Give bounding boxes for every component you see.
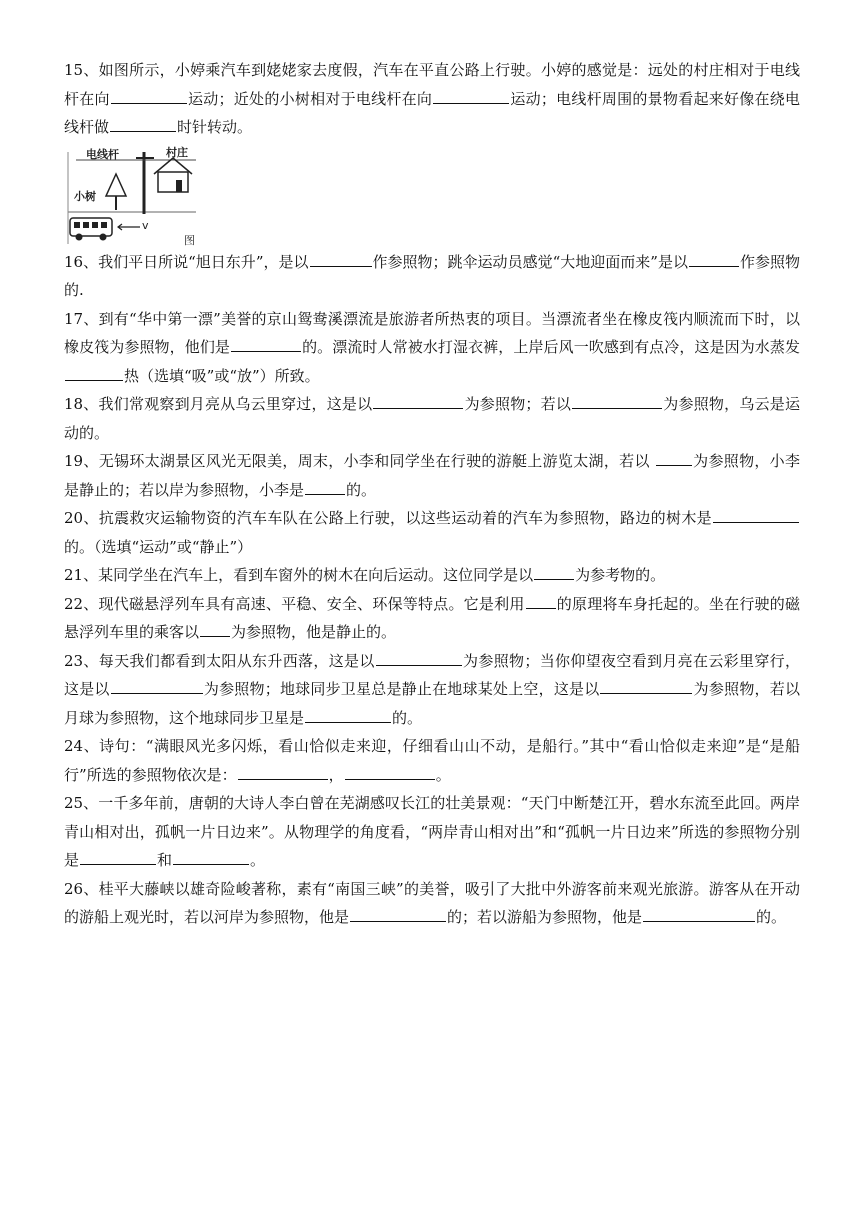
answer-blank[interactable] <box>80 863 156 865</box>
figure-label-pole: 电线杆 <box>86 147 119 161</box>
answer-blank[interactable] <box>534 578 574 580</box>
question-text: 17、到有“华中第一漂”美誉的京山鸳鸯溪漂流是旅游者所热衷的项目。当漂流者坐在橡皮筏内顺流而下时，以橡皮筏为参照物，他们是 <box>64 309 800 356</box>
answer-blank[interactable] <box>110 130 176 132</box>
question-text: 为参考物的。 <box>575 566 666 584</box>
answer-blank[interactable] <box>600 692 692 694</box>
question-text: 和 <box>157 851 173 869</box>
question-text: 18、我们常观察到月亮从乌云里穿过，这是以 <box>64 395 373 413</box>
question-text: 的；若以游船为参照物，他是 <box>447 908 643 926</box>
question-text: 作参照物的. <box>64 252 800 299</box>
question-26 <box>64 875 800 932</box>
question-text: 15、如图所示，小婷乘汽车到姥姥家去度假，汽车在平直公路上行驶。小婷的感觉是：远处的村庄相对于电线杆在向 <box>64 61 800 108</box>
question-23 <box>64 647 800 733</box>
question-text: 25、一千多年前，唐朝的大诗人李白曾在芜湖感叹长江的壮美景观：“天门中断楚江开，碧水东流至此回。两岸青山相对出，孤帆一片日边来”。从物理学的角度看，“两岸青山相对出”和“孤帆一片日边来”所选的参照物分别是 <box>64 794 800 869</box>
question-text: 为参照物，小李是静止的；若以岸为参照物，小李是 <box>64 452 800 499</box>
answer-blank[interactable] <box>433 102 509 104</box>
question-text: 的。（选填“运动”或“静止”） <box>64 537 253 556</box>
question-16 <box>64 248 800 305</box>
answer-blank[interactable] <box>238 778 328 780</box>
figure-car-pole-village <box>66 144 198 246</box>
figure-label-village: 村庄 <box>166 145 188 159</box>
answer-blank[interactable] <box>376 664 462 666</box>
answer-blank[interactable] <box>373 407 463 409</box>
question-text: 22、现代磁悬浮列车具有高速、平稳、安全、环保等特点。它是利用 <box>64 594 525 613</box>
question-text: ， <box>328 765 344 784</box>
question-text: 作参照物；跳伞运动员感觉“大地迎面而来”是以 <box>372 252 688 271</box>
question-text: 为参照物；地球同步卫星总是静止在地球某处上空，这是以 <box>203 680 600 698</box>
question-text: 。 <box>250 851 266 869</box>
answer-blank[interactable] <box>65 379 123 381</box>
question-19 <box>64 447 800 504</box>
question-text: 的原理将车身托起的。坐在行驶的磁悬浮列车里的乘客以 <box>64 594 800 641</box>
answer-blank[interactable] <box>200 635 230 637</box>
question-text: 为参照物，若以月球为参照物，这个地球同步卫星是 <box>64 680 800 727</box>
question-17 <box>64 305 800 391</box>
question-text: 26、桂平大藤峡以雄奇险峻著称，素有“南国三峡”的美誉，吸引了大批中外游客前来观光旅游。游客从在开动的游船上观光时，若以河岸为参照物，他是 <box>64 879 800 926</box>
answer-blank[interactable] <box>173 863 249 865</box>
answer-blank[interactable] <box>111 102 187 104</box>
question-text: 的。 <box>346 480 377 499</box>
worksheet <box>64 56 800 932</box>
question-text: 20、抗震救灾运输物资的汽车车队在公路上行驶，以这些运动着的汽车为参照物，路边的树木是 <box>64 509 712 527</box>
answer-blank[interactable] <box>656 464 692 466</box>
answer-blank[interactable] <box>305 721 391 723</box>
figure-label-velocity: v <box>142 218 149 232</box>
question-21 <box>64 561 800 590</box>
question-text: 时针转动。 <box>177 118 253 136</box>
answer-blank[interactable] <box>350 920 446 922</box>
answer-blank[interactable] <box>111 692 203 694</box>
question-text: 热（选填“吸”或“放”）所致。 <box>124 366 320 385</box>
question-text: 16、我们平日所说“旭日东升”，是以 <box>64 252 309 271</box>
answer-blank[interactable] <box>526 607 556 609</box>
question-text: 的。 <box>392 708 423 727</box>
question-18 <box>64 390 800 447</box>
question-text: 23、每天我们都看到太阳从东升西落，这是以 <box>64 651 375 670</box>
answer-blank[interactable] <box>643 920 755 922</box>
question-text: 为参照物，乌云是运动的。 <box>64 395 800 442</box>
question-text: 。 <box>435 765 451 784</box>
question-text: 为参照物；若以 <box>464 395 572 413</box>
question-text: 运动；电线杆周围的景物看起来好像在绕电线杆做 <box>64 89 800 136</box>
question-text: 运动；近处的小树相对于电线杆在向 <box>187 89 433 108</box>
figure-caption: 图 <box>184 233 195 247</box>
question-20 <box>64 504 800 561</box>
answer-blank[interactable] <box>310 265 372 267</box>
answer-blank[interactable] <box>231 350 301 352</box>
question-15 <box>64 56 800 142</box>
question-24 <box>64 732 800 789</box>
question-22 <box>64 590 800 647</box>
answer-blank[interactable] <box>305 493 345 495</box>
question-25 <box>64 789 800 875</box>
answer-blank[interactable] <box>345 778 435 780</box>
answer-blank[interactable] <box>572 407 662 409</box>
question-text: 为参照物；当你仰望夜空看到月亮在云彩里穿行，这是以 <box>64 651 800 698</box>
question-text: 21、某同学坐在汽车上，看到车窗外的树木在向后运动。这位同学是以 <box>64 566 534 584</box>
answer-blank[interactable] <box>689 265 739 267</box>
question-text: 24、诗句：“满眼风光多闪烁，看山恰似走来迎，仔细看山山不动，是船行。”其中“看山恰似走来迎”是“是船行”所选的参照物依次是： <box>64 737 800 784</box>
question-text: 的。漂流时人常被水打湿衣裤，上岸后风一吹感到有点冷，这是因为水蒸发 <box>302 338 800 356</box>
figure-label-tree: 小树 <box>74 189 96 203</box>
question-text: 19、无锡环太湖景区风光无限美，周末，小李和同学坐在行驶的游艇上游览太湖，若以 <box>64 452 655 470</box>
answer-blank[interactable] <box>713 521 799 523</box>
question-text: 为参照物，他是静止的。 <box>231 623 397 641</box>
question-text: 的。 <box>756 908 787 926</box>
